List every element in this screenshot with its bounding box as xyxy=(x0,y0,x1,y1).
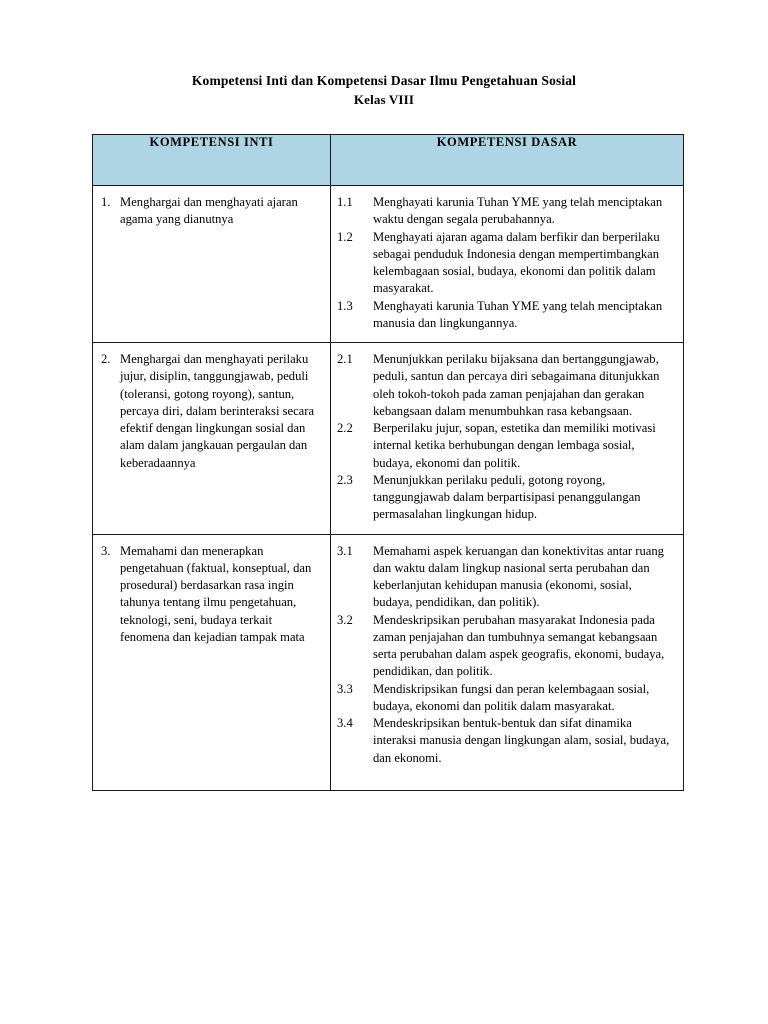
title-block xyxy=(0,72,768,109)
kd-number: 2.3 xyxy=(337,472,353,487)
kd-list-3 xyxy=(337,543,674,767)
ki-text: Menghargai dan menghayati perilaku jujur, disiplin, tanggungjawab, peduli (toleransi, gotong royong), santun, percaya diri, dalam berinteraksi secara efektif dengan lingkungan sosial dan alam dalam jangkauan pergaulan dan keberadaannya xyxy=(120,352,315,470)
kd-text: Menghayati ajaran agama dalam berfikir dan berperilaku sebagai penduduk Indonesia dengan mempertimbangkan kelembagaan sosial, budaya, ekonomi dan politik dalam masyarakat. xyxy=(373,229,660,296)
table-row xyxy=(93,186,684,343)
list-item xyxy=(101,543,321,647)
ki-text: Memahami dan menerapkan pengetahuan (faktual, konseptual, dan prosedural) berdasarkan rasa ingin tahunya tentang ilmu pengetahuan, teknologi, seni, budaya terkait fenomena dan kejadian tampak mata xyxy=(120,543,312,644)
kd-number: 3.3 xyxy=(337,681,353,696)
kd-text: Menghayati karunia Tuhan YME yang telah menciptakan waktu dengan segala perubahannya. xyxy=(373,195,663,227)
kd-text: Memahami aspek keruangan dan konektivitas antar ruang dan waktu dalam lingkup nasional serta perubahan dan keberlanjutan kehidupan manusia (ekonomi, sosial, budaya, pendidikan, dan politik). xyxy=(373,543,664,610)
list-item xyxy=(337,420,674,472)
cell-kompetensi-dasar-3 xyxy=(331,534,684,790)
ki-number: 2. xyxy=(101,352,111,366)
kd-number: 3.1 xyxy=(337,543,353,558)
page-title: Kompetensi Inti dan Kompetensi Dasar Ilmu Pengetahuan Sosial xyxy=(191,73,577,88)
table-header xyxy=(93,135,684,186)
kd-number: 2.2 xyxy=(337,421,353,435)
ki-list-2 xyxy=(101,351,321,472)
table-row xyxy=(93,343,684,535)
kd-list-1 xyxy=(337,194,674,332)
list-item xyxy=(337,715,674,767)
kd-text: Menunjukkan perilaku peduli, gotong royong, tanggungjawab dalam berpartisipasi penanggulangan permasalahan lingkungan hidup. xyxy=(373,472,641,522)
kd-list-2 xyxy=(337,351,674,524)
column-header-kompetensi-dasar: KOMPETENSI DASAR xyxy=(331,135,684,186)
kd-number: 3.2 xyxy=(337,612,353,627)
kd-text: Mendeskripsikan perubahan masyarakat Indonesia pada zaman penjajahan dan tumbuhnya semangat kebangsaan serta perubahan dalam aspek geografis, ekonomi, budaya, pendidikan, dan politik. xyxy=(373,612,665,679)
table-row xyxy=(93,534,684,790)
competency-table xyxy=(92,134,684,791)
table-body xyxy=(93,186,684,791)
kd-text: Menunjukkan perilaku bijaksana dan bertanggungjawab, peduli, santun dan percaya diri sebagaimana ditunjukkan oleh tokoh-tokoh pada zaman penjajahan dan gerakan kebangsaan dalam menumbuhkan rasa kebangsaan. xyxy=(373,352,660,418)
kd-number: 3.4 xyxy=(337,716,353,730)
page-subtitle: Kelas VIII xyxy=(353,92,415,108)
list-item xyxy=(337,543,674,612)
list-item xyxy=(337,229,674,298)
ki-text: Menghargai dan menghayati ajaran agama yang dianutnya xyxy=(120,195,298,227)
list-item xyxy=(337,612,674,681)
list-item xyxy=(337,351,674,420)
kd-number: 1.1 xyxy=(337,195,353,209)
cell-kompetensi-dasar-2 xyxy=(331,343,684,535)
kd-number: 2.1 xyxy=(337,352,353,366)
list-item xyxy=(337,194,674,229)
cell-kompetensi-inti-3 xyxy=(93,534,331,790)
ki-number: 3. xyxy=(101,543,111,558)
kd-text: Mendeskripsikan bentuk-bentuk dan sifat dinamika interaksi manusia dengan lingkungan alam, sosial, budaya, dan ekonomi. xyxy=(373,716,670,765)
list-item xyxy=(337,681,674,716)
cell-kompetensi-inti-1 xyxy=(93,186,331,343)
list-item xyxy=(337,472,674,524)
kd-text: Mendiskripsikan fungsi dan peran kelembagaan sosial, budaya, ekonomi dan politik dalam masyarakat. xyxy=(373,681,650,713)
list-item xyxy=(101,351,321,472)
ki-list-1 xyxy=(101,194,321,229)
kd-number: 1.2 xyxy=(337,229,353,244)
kd-text: Berperilaku jujur, sopan, estetika dan memiliki motivasi internal ketika berhubungan dengan lembaga sosial, budaya, ekonomi dan politik. xyxy=(373,421,656,470)
cell-kompetensi-dasar-1 xyxy=(331,186,684,343)
cell-kompetensi-inti-2 xyxy=(93,343,331,535)
column-header-kompetensi-inti: KOMPETENSI INTI xyxy=(93,135,331,186)
kd-text: Menghayati karunia Tuhan YME yang telah menciptakan manusia dan lingkungannya. xyxy=(373,298,663,330)
kd-number: 1.3 xyxy=(337,298,353,313)
table-header-row xyxy=(93,135,684,186)
ki-number: 1. xyxy=(101,195,111,209)
list-item xyxy=(337,298,674,333)
ki-list-3 xyxy=(101,543,321,647)
list-item xyxy=(101,194,321,229)
